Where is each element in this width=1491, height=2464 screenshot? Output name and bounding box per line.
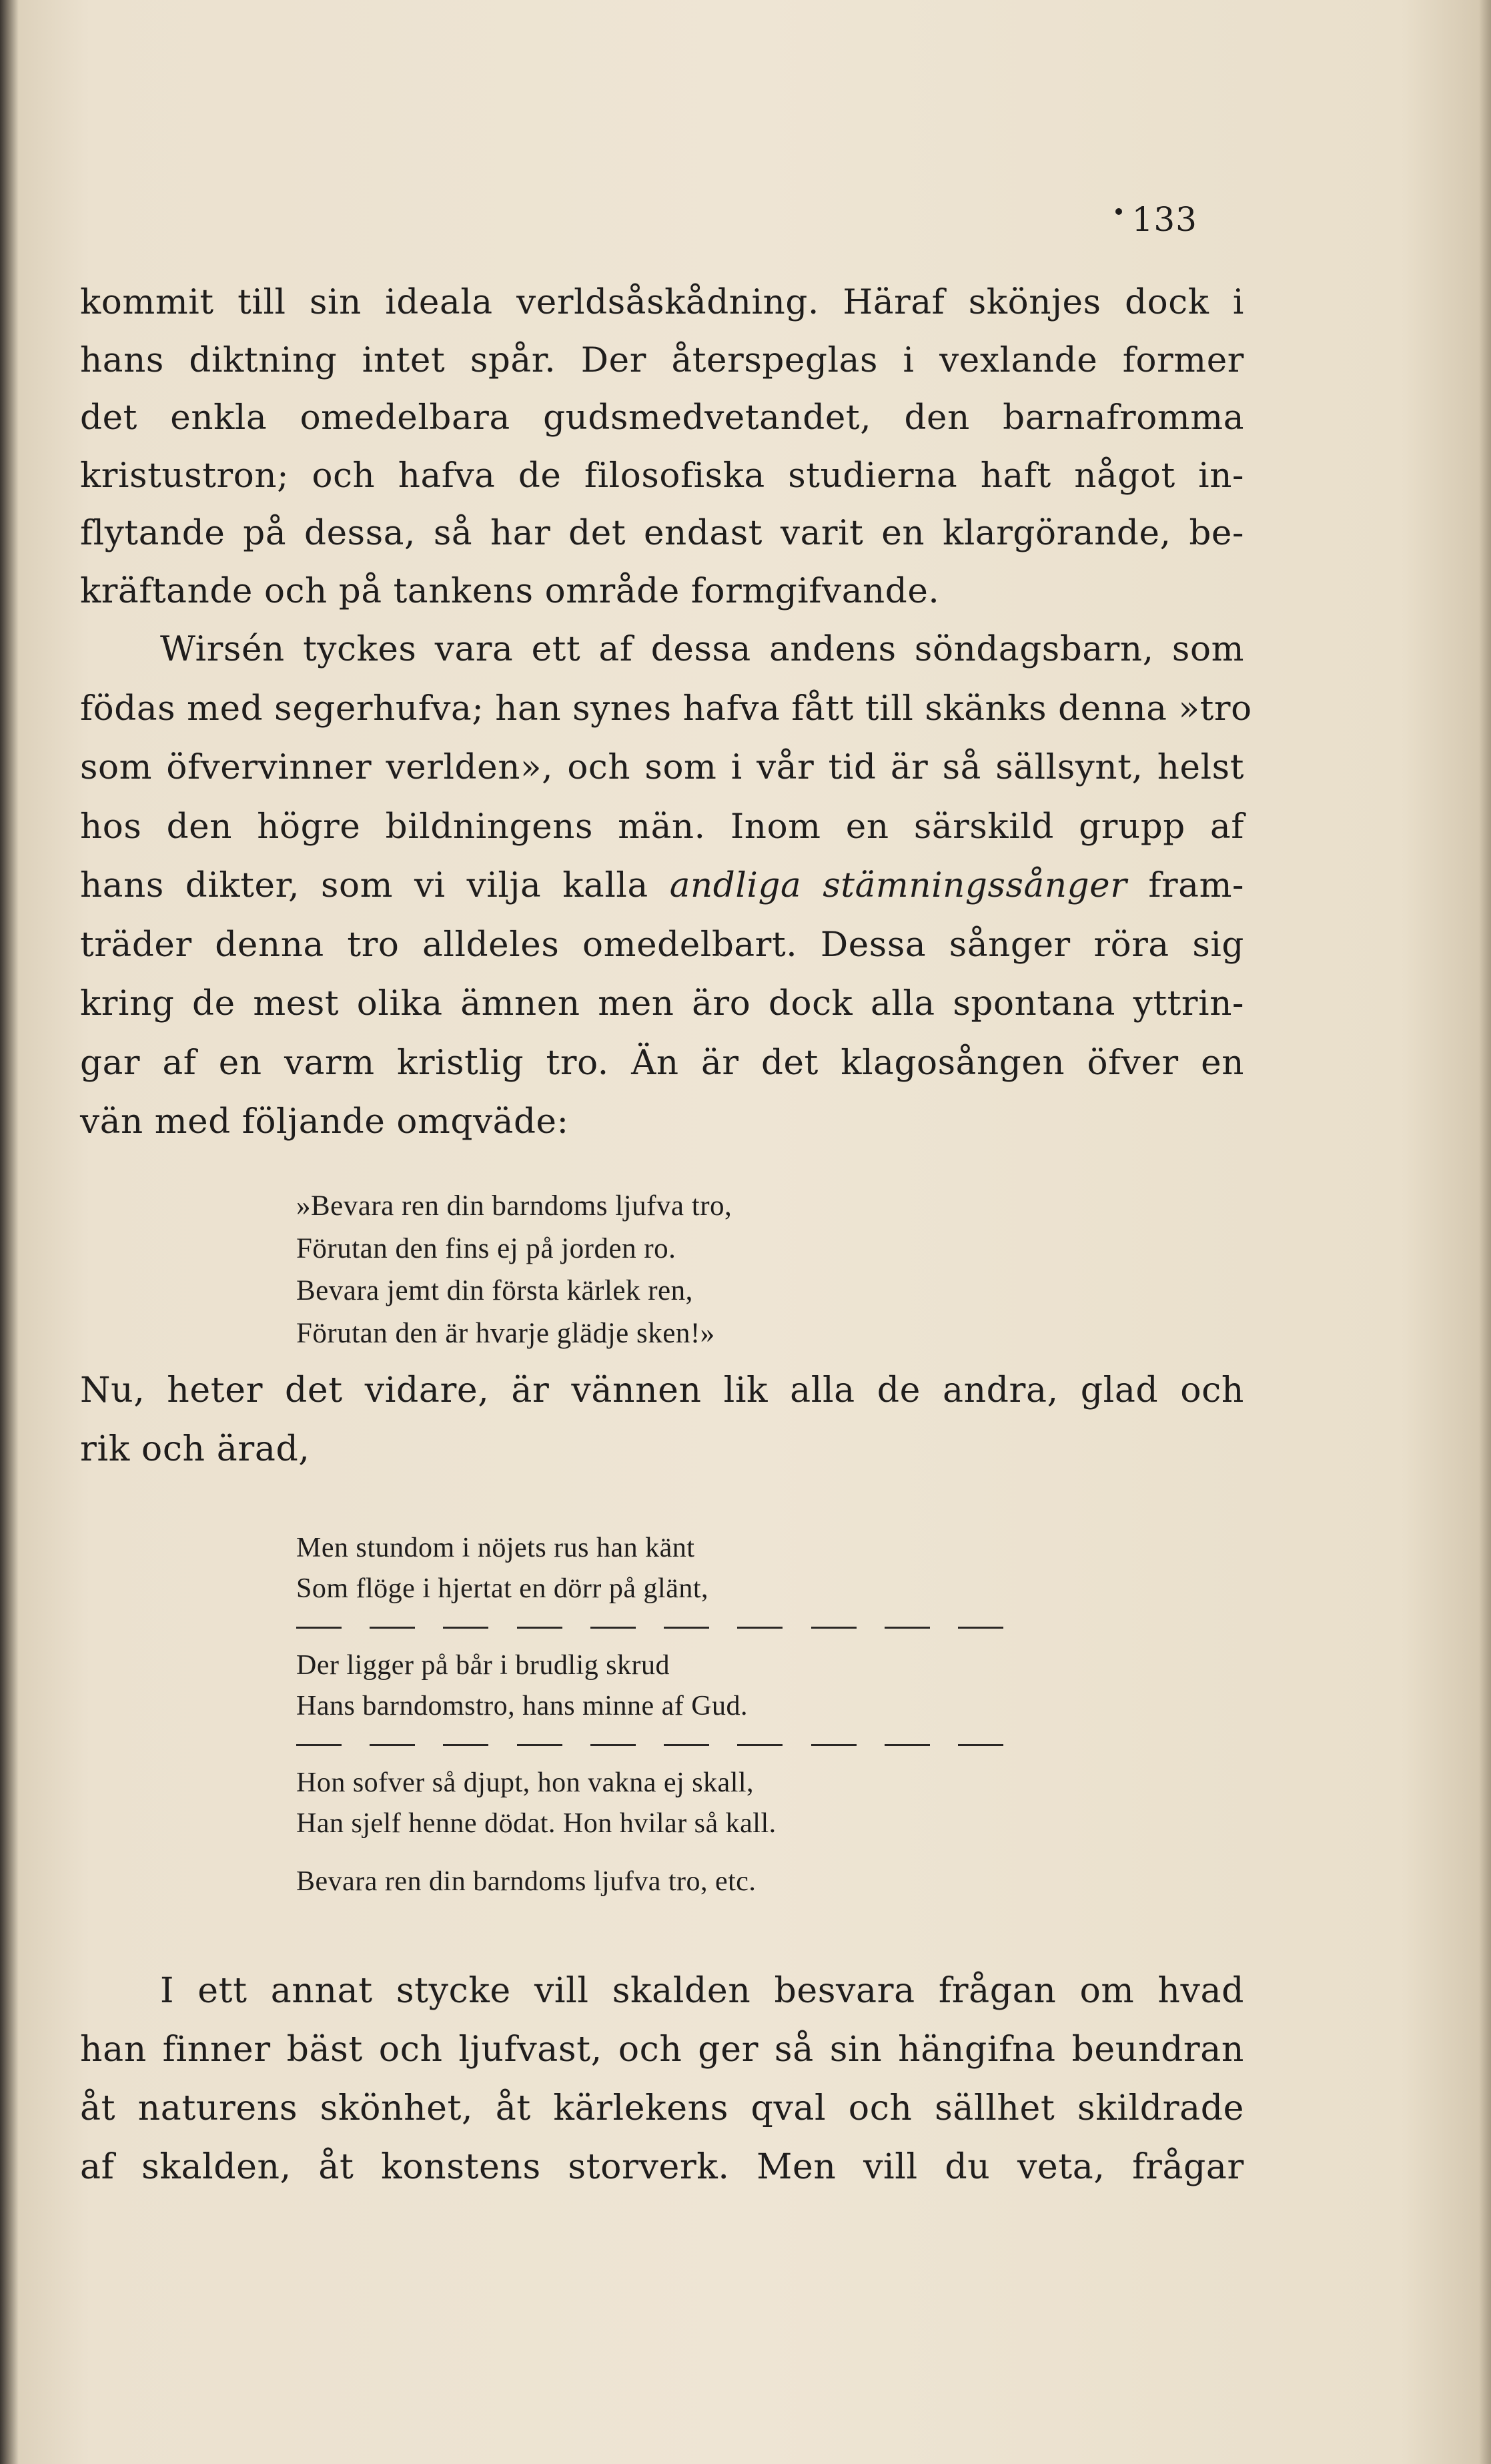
poem-line: Hon sofver så djupt, hon vakna ej skall, <box>296 1767 755 1798</box>
text-run: fram- <box>1127 865 1244 905</box>
dash <box>370 1627 415 1629</box>
paragraph-4 <box>80 1962 1244 2196</box>
text-line: hos den högre bildningens män. Inom en särskild grupp af <box>80 806 1244 847</box>
text-run: hans dikter, som vi vilja kalla <box>80 865 670 905</box>
poem-line: Han sjelf henne dödat. Hon hvilar så kall. <box>296 1808 777 1839</box>
poem-line: Som flöge i hjertat en dörr på glänt, <box>296 1573 709 1604</box>
text-line: gar af en varm kristlig tro. Än är det klagosången öfver en <box>80 1042 1244 1083</box>
ink-speck <box>1115 208 1122 215</box>
dash <box>885 1627 930 1629</box>
text-line: kommit till sin ideala verldsåskådning. Häraf skönjes dock i <box>80 282 1244 322</box>
poem-line: Förutan den fins ej på jorden ro. <box>296 1232 676 1264</box>
poem-excerpt <box>296 1528 997 1902</box>
page-edge <box>1479 0 1491 2464</box>
text-line: det enkla omedelbara gudsmedvetandet, den barnafromma <box>80 398 1244 438</box>
ellipsis-dash-rule <box>296 1727 1003 1763</box>
dash <box>443 1744 488 1746</box>
page-number: 133 <box>1131 200 1197 239</box>
text-line: han finner bäst och ljufvast, och ger så sin hängifna beundran <box>80 2030 1244 2070</box>
dash <box>370 1744 415 1746</box>
prose-block-top <box>80 274 1252 1152</box>
dash <box>737 1744 783 1746</box>
paragraph-2 <box>80 620 1244 679</box>
text-line: kräftande och på tankens område formgifvande. <box>80 570 940 611</box>
dash <box>811 1744 857 1746</box>
dash <box>737 1627 783 1629</box>
poem-refrain <box>296 1185 997 1354</box>
text-line: Nu, heter det vidare, är vännen lik alla de andra, glad och <box>80 1370 1244 1410</box>
poem-line: Förutan den är hvarje glädje sken!» <box>296 1317 715 1349</box>
paragraph-2-cont <box>80 679 1252 1152</box>
italic-title: andliga stämningssånger <box>669 865 1127 905</box>
dash <box>517 1744 562 1746</box>
text-line: I ett annat stycke vill skalden besvara frågan om hvad <box>160 1971 1244 2011</box>
text-line: Wirsén tyckes vara ett af dessa andens söndagsbarn, som <box>160 629 1244 669</box>
stanza-gap <box>296 1844 997 1862</box>
text-line-with-italic <box>80 856 1244 915</box>
paragraph-3 <box>80 1361 1244 1479</box>
ellipsis-dash-rule <box>296 1609 1003 1645</box>
poem-line: Hans barndomstro, hans minne af Gud. <box>296 1691 749 1721</box>
text-line: åt naturens skönhet, åt kärlekens qval och sällhet skildrade <box>80 2088 1244 2128</box>
dash <box>590 1744 636 1746</box>
dash <box>517 1627 562 1629</box>
text-line: flytande på dessa, så har det endast varit en klargörande, be- <box>80 513 1244 553</box>
poem-refrain-line: Bevara ren din barndoms ljufva tro, etc. <box>296 1866 757 1897</box>
dash <box>885 1744 930 1746</box>
spine-shadow <box>0 0 19 2464</box>
text-line: kristustron; och hafva de filosofiska studierna haft något in- <box>80 455 1244 496</box>
poem-line: Bevara jemt din första kärlek ren, <box>296 1275 693 1306</box>
text-line: rik och ärad, <box>80 1429 310 1469</box>
dash <box>811 1627 857 1629</box>
dash <box>664 1627 709 1629</box>
text-line: vän med följande omqväde: <box>80 1102 569 1142</box>
dash <box>958 1744 1003 1746</box>
poem-line: Der ligger på bår i brudlig skrud <box>296 1650 670 1681</box>
text-line: träder denna tro alldeles omedelbart. Dessa sånger röra sig <box>80 924 1244 965</box>
text-line: födas med segerhufva; han synes hafva fått till skänks denna »tro <box>80 688 1252 729</box>
dash <box>590 1627 636 1629</box>
poem-line: Men stundom i nöjets rus han känt <box>296 1533 695 1563</box>
paragraph-1 <box>80 274 1244 620</box>
text-line: af skalden, åt konstens storverk. Men vill du veta, frågar <box>80 2147 1244 2187</box>
text-line: hans diktning intet spår. Der återspeglas i vexlande former <box>80 340 1244 380</box>
text-line: kring de mest olika ämnen men äro dock alla spontana yttrin- <box>80 983 1244 1023</box>
text-line: som öfvervinner verlden», och som i vår tid är så sällsynt, helst <box>80 747 1244 787</box>
poem-line: »Bevara ren din barndoms ljufva tro, <box>296 1190 732 1222</box>
dash <box>443 1627 488 1629</box>
dash <box>296 1744 342 1746</box>
dash <box>664 1744 709 1746</box>
dash <box>958 1627 1003 1629</box>
dash <box>296 1627 342 1629</box>
